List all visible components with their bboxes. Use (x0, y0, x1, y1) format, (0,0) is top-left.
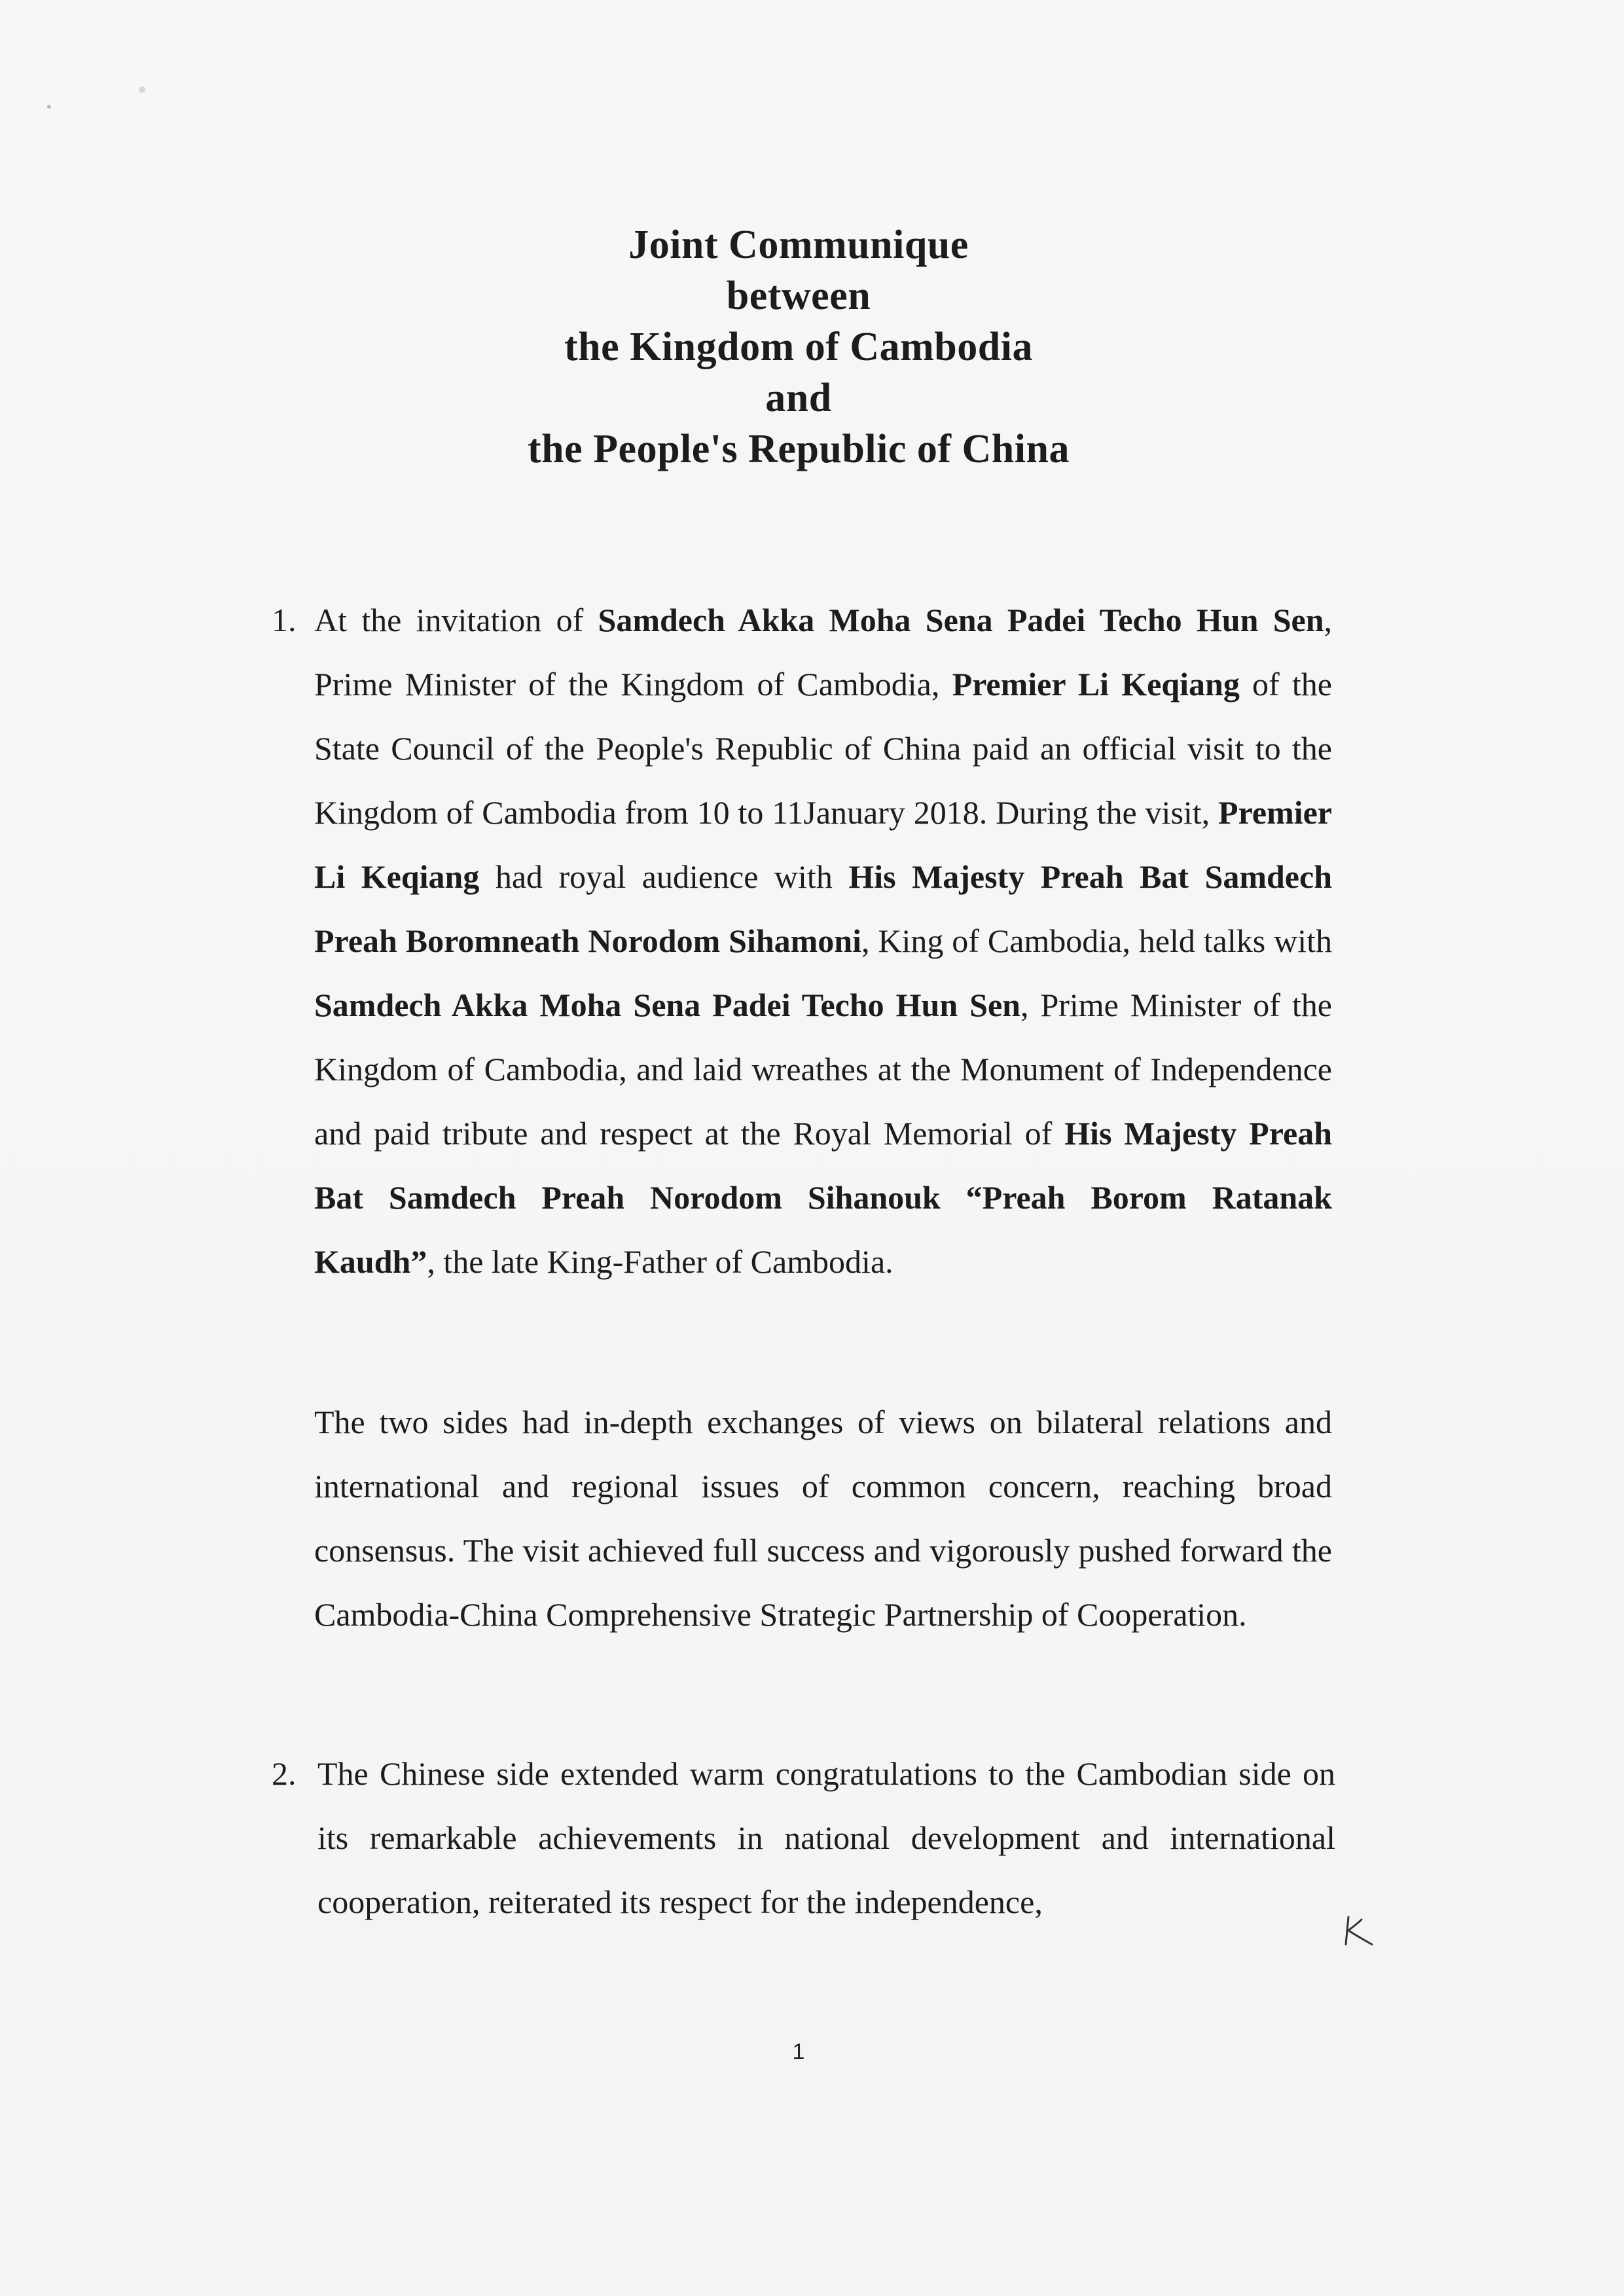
p1-text: , Prime Minister of the Kingdom of Cambodia, (314, 602, 1333, 702)
title-line-4: and (765, 376, 832, 420)
p1-bold-name: His Majesty Preah Bat Samdech Preah Boromneath Norodom Sihamoni (314, 858, 1332, 959)
p1-text: of the State Council of the People's Republic of China paid an official visit to the Kingdom of Cambodia from 10 to 11January 2018. During the visit, (314, 666, 1332, 831)
p1-text: At the invitation of (314, 602, 598, 638)
p1-text: , the late King-Father of Cambodia. (427, 1243, 893, 1280)
paragraph-1-number: 1. (272, 602, 297, 638)
document-title (0, 219, 1597, 475)
title-line-3: the Kingdom of Cambodia (564, 325, 1033, 369)
p1-bold-name: Samdech Akka Moha Sena Padei Techo Hun Sen (314, 987, 1020, 1023)
p1-bold-name: Samdech Akka Moha Sena Padei Techo Hun Sen (598, 602, 1324, 638)
paragraph-2-number: 2. (272, 1755, 297, 1792)
p1-bold-name: Premier Li Keqiang (314, 794, 1332, 895)
scan-speck (139, 86, 145, 93)
p1-text: had royal audience with (479, 858, 849, 895)
paragraph-2: The Chinese side extended warm congratulations to the Cambodian side on its remarkable achievements in national development and international cooperation, reiterated its respect for the independence, (317, 1755, 1335, 1920)
p1-bold-name: His Majesty Preah Bat Samdech Preah Norodom Sihanouk “Preah Borom Ratanak Kaudh” (314, 1115, 1333, 1280)
handwritten-initial-icon (1341, 1912, 1380, 1951)
p1-text: , Prime Minister of the Kingdom of Cambodia, and laid wreathes at the Monument of Independence and paid tribute and respect at the Royal Memorial of (314, 987, 1333, 1152)
title-line-1: Joint Communique (628, 223, 969, 267)
scan-speck (47, 105, 51, 109)
p1-text: , King of Cambodia, held talks with (861, 922, 1332, 959)
page-number: 1 (792, 2039, 805, 2064)
title-line-2: between (726, 274, 871, 318)
paragraph-1 (314, 588, 1332, 1294)
p1-bold-name: Premier Li Keqiang (952, 666, 1240, 702)
title-line-5: the People's Republic of China (528, 427, 1070, 471)
paragraph-1-continued: The two sides had in-depth exchanges of views on bilateral relations and international and regional issues of common concern, reaching broad consensus. The visit achieved full success and vigorously pushed forward the Cambodia-China Comprehensive Strategic Partnership of Cooperation. (314, 1404, 1332, 1633)
